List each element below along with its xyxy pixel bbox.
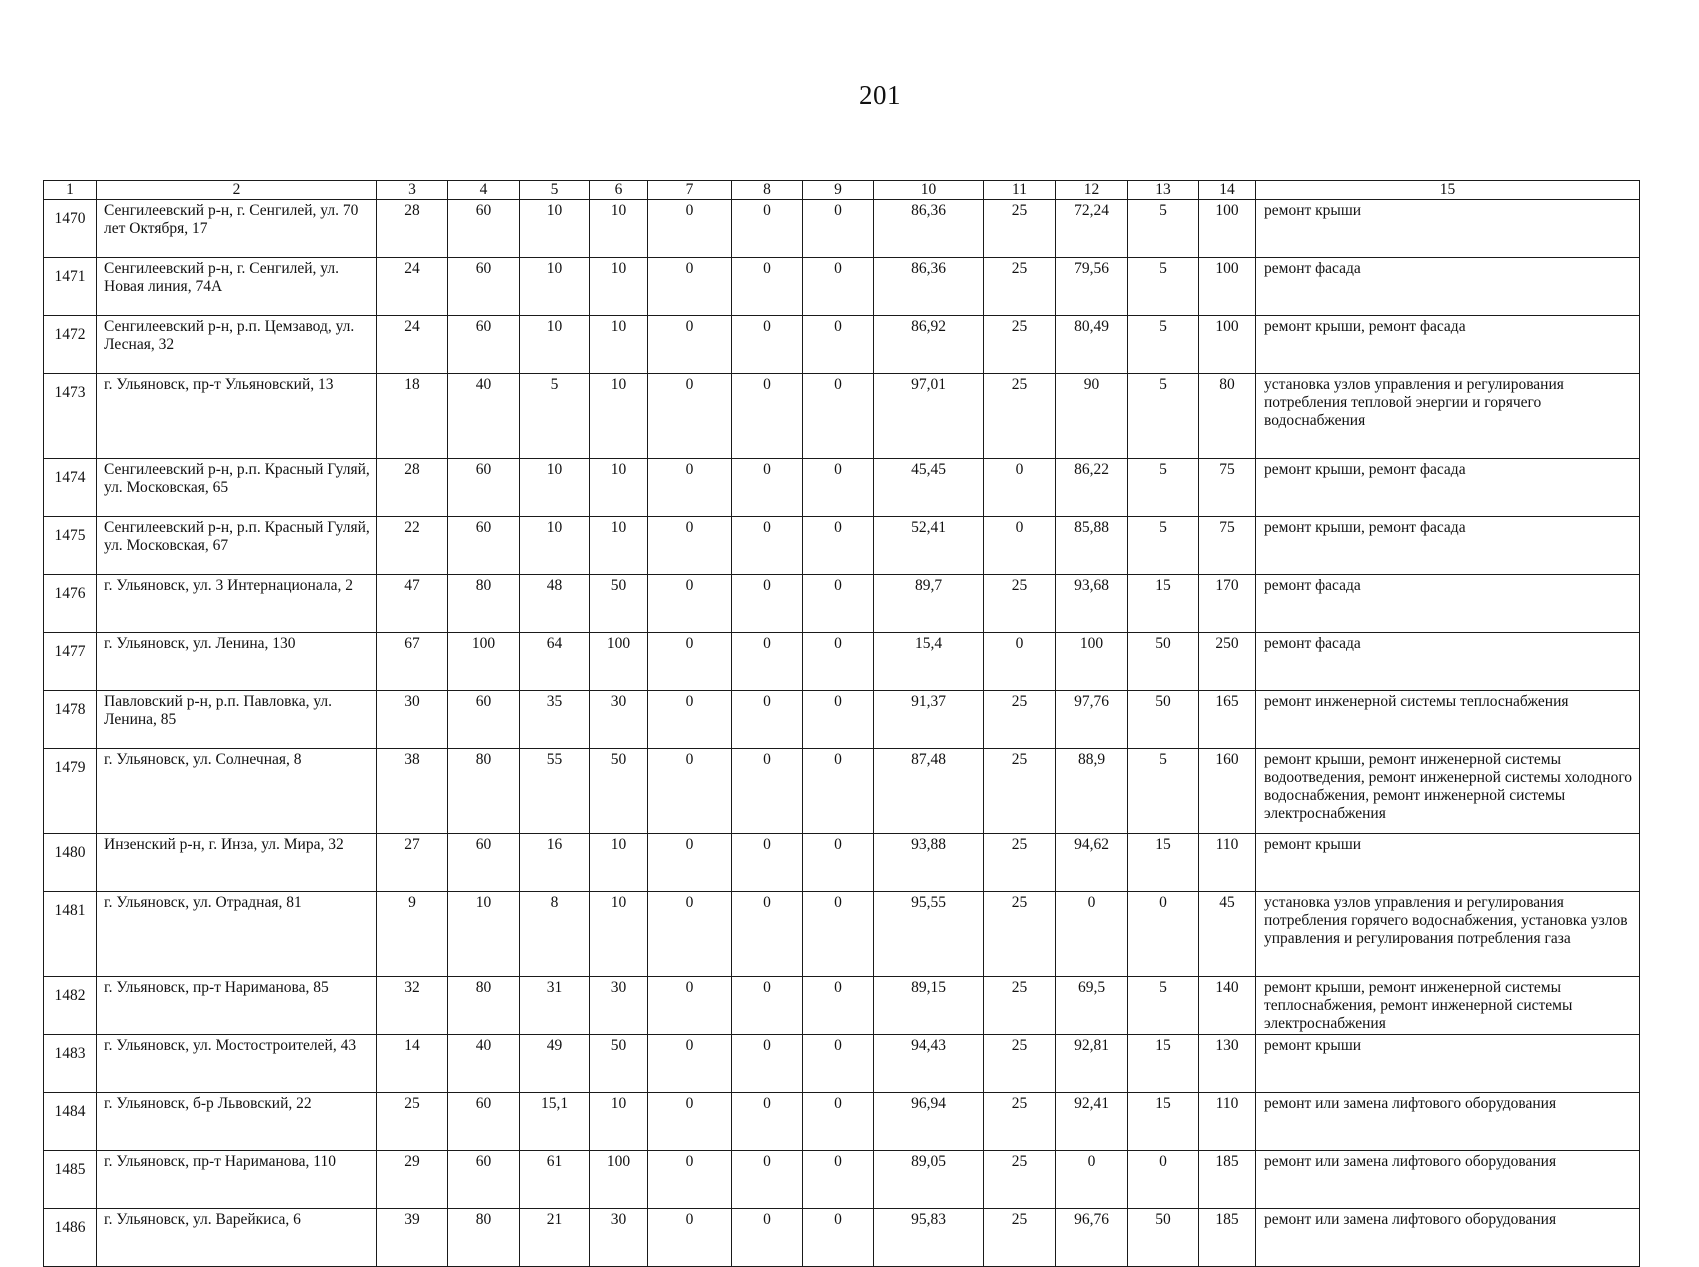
value-cell: 15 bbox=[1128, 575, 1199, 633]
row-number-cell: 1478 bbox=[44, 691, 97, 749]
value-cell: 25 bbox=[984, 892, 1056, 977]
column-header: 10 bbox=[874, 181, 984, 200]
value-cell: 80,49 bbox=[1056, 316, 1128, 374]
value-cell: 0 bbox=[803, 892, 874, 977]
value-cell: 0 bbox=[648, 200, 732, 258]
row-number-cell: 1486 bbox=[44, 1209, 97, 1267]
value-cell: 15 bbox=[1128, 1035, 1199, 1093]
value-cell: 60 bbox=[448, 1151, 520, 1209]
value-cell: 10 bbox=[520, 459, 590, 517]
value-cell: 0 bbox=[984, 459, 1056, 517]
value-cell: 100 bbox=[1199, 316, 1256, 374]
column-header: 8 bbox=[732, 181, 803, 200]
value-cell: 91,37 bbox=[874, 691, 984, 749]
value-cell: 75 bbox=[1199, 459, 1256, 517]
address-cell: Инзенский р-н, г. Инза, ул. Мира, 32 bbox=[97, 834, 377, 892]
value-cell: 60 bbox=[448, 517, 520, 575]
value-cell: 9 bbox=[377, 892, 448, 977]
value-cell: 40 bbox=[448, 1035, 520, 1093]
row-number-cell: 1485 bbox=[44, 1151, 97, 1209]
value-cell: 0 bbox=[648, 1093, 732, 1151]
value-cell: 60 bbox=[448, 1093, 520, 1151]
value-cell: 10 bbox=[520, 517, 590, 575]
work-type-cell: ремонт фасада bbox=[1256, 575, 1640, 633]
value-cell: 31 bbox=[520, 977, 590, 1035]
value-cell: 86,92 bbox=[874, 316, 984, 374]
value-cell: 28 bbox=[377, 459, 448, 517]
value-cell: 100 bbox=[1056, 633, 1128, 691]
column-header: 1 bbox=[44, 181, 97, 200]
work-type-cell: ремонт крыши, ремонт фасада bbox=[1256, 316, 1640, 374]
value-cell: 0 bbox=[732, 633, 803, 691]
value-cell: 0 bbox=[732, 575, 803, 633]
value-cell: 5 bbox=[1128, 749, 1199, 834]
value-cell: 93,88 bbox=[874, 834, 984, 892]
value-cell: 0 bbox=[648, 834, 732, 892]
value-cell: 5 bbox=[1128, 200, 1199, 258]
table-row bbox=[44, 258, 1640, 316]
value-cell: 100 bbox=[590, 1151, 648, 1209]
value-cell: 5 bbox=[1128, 459, 1199, 517]
value-cell: 50 bbox=[590, 749, 648, 834]
value-cell: 25 bbox=[984, 691, 1056, 749]
value-cell: 10 bbox=[590, 892, 648, 977]
value-cell: 50 bbox=[1128, 633, 1199, 691]
work-type-cell: ремонт крыши bbox=[1256, 200, 1640, 258]
row-number-cell: 1472 bbox=[44, 316, 97, 374]
table-row bbox=[44, 575, 1640, 633]
address-cell: г. Ульяновск, ул. Мостостроителей, 43 bbox=[97, 1035, 377, 1093]
value-cell: 80 bbox=[1199, 374, 1256, 459]
value-cell: 0 bbox=[648, 749, 732, 834]
value-cell: 0 bbox=[648, 1209, 732, 1267]
value-cell: 110 bbox=[1199, 834, 1256, 892]
value-cell: 97,76 bbox=[1056, 691, 1128, 749]
value-cell: 32 bbox=[377, 977, 448, 1035]
value-cell: 60 bbox=[448, 258, 520, 316]
value-cell: 25 bbox=[984, 834, 1056, 892]
value-cell: 50 bbox=[1128, 691, 1199, 749]
value-cell: 25 bbox=[984, 575, 1056, 633]
address-cell: г. Ульяновск, ул. Варейкиса, 6 bbox=[97, 1209, 377, 1267]
work-type-cell: ремонт фасада bbox=[1256, 258, 1640, 316]
column-header: 7 bbox=[648, 181, 732, 200]
value-cell: 30 bbox=[377, 691, 448, 749]
row-number-cell: 1483 bbox=[44, 1035, 97, 1093]
column-header: 4 bbox=[448, 181, 520, 200]
table-row bbox=[44, 834, 1640, 892]
address-cell: г. Ульяновск, пр-т Ульяновский, 13 bbox=[97, 374, 377, 459]
value-cell: 0 bbox=[648, 691, 732, 749]
value-cell: 39 bbox=[377, 1209, 448, 1267]
value-cell: 25 bbox=[984, 1093, 1056, 1151]
value-cell: 185 bbox=[1199, 1209, 1256, 1267]
value-cell: 0 bbox=[648, 892, 732, 977]
value-cell: 0 bbox=[803, 834, 874, 892]
value-cell: 5 bbox=[1128, 258, 1199, 316]
value-cell: 25 bbox=[984, 1209, 1056, 1267]
value-cell: 80 bbox=[448, 575, 520, 633]
value-cell: 72,24 bbox=[1056, 200, 1128, 258]
work-type-cell: ремонт или замена лифтового оборудования bbox=[1256, 1151, 1640, 1209]
value-cell: 25 bbox=[984, 1035, 1056, 1093]
value-cell: 0 bbox=[803, 633, 874, 691]
value-cell: 130 bbox=[1199, 1035, 1256, 1093]
row-number-cell: 1475 bbox=[44, 517, 97, 575]
value-cell: 79,56 bbox=[1056, 258, 1128, 316]
value-cell: 28 bbox=[377, 200, 448, 258]
value-cell: 0 bbox=[648, 374, 732, 459]
value-cell: 0 bbox=[803, 200, 874, 258]
value-cell: 60 bbox=[448, 834, 520, 892]
value-cell: 60 bbox=[448, 200, 520, 258]
value-cell: 0 bbox=[732, 749, 803, 834]
value-cell: 25 bbox=[984, 316, 1056, 374]
column-header: 12 bbox=[1056, 181, 1128, 200]
value-cell: 24 bbox=[377, 258, 448, 316]
row-number-cell: 1470 bbox=[44, 200, 97, 258]
value-cell: 80 bbox=[448, 749, 520, 834]
value-cell: 30 bbox=[590, 691, 648, 749]
column-header: 15 bbox=[1256, 181, 1640, 200]
value-cell: 10 bbox=[520, 258, 590, 316]
value-cell: 0 bbox=[803, 575, 874, 633]
row-number-cell: 1477 bbox=[44, 633, 97, 691]
value-cell: 60 bbox=[448, 316, 520, 374]
value-cell: 92,41 bbox=[1056, 1093, 1128, 1151]
value-cell: 14 bbox=[377, 1035, 448, 1093]
value-cell: 110 bbox=[1199, 1093, 1256, 1151]
value-cell: 0 bbox=[648, 517, 732, 575]
value-cell: 47 bbox=[377, 575, 448, 633]
value-cell: 94,43 bbox=[874, 1035, 984, 1093]
value-cell: 25 bbox=[984, 374, 1056, 459]
work-type-cell: ремонт крыши, ремонт инженерной системы водоотведения, ремонт инженерной системы холодного водоснабжения, ремонт инженерной системы электроснабжения bbox=[1256, 749, 1640, 834]
value-cell: 0 bbox=[803, 459, 874, 517]
value-cell: 90 bbox=[1056, 374, 1128, 459]
column-header: 11 bbox=[984, 181, 1056, 200]
value-cell: 15 bbox=[1128, 1093, 1199, 1151]
value-cell: 10 bbox=[520, 200, 590, 258]
value-cell: 95,55 bbox=[874, 892, 984, 977]
column-header: 6 bbox=[590, 181, 648, 200]
work-type-cell: ремонт крыши bbox=[1256, 834, 1640, 892]
value-cell: 0 bbox=[732, 1151, 803, 1209]
work-type-cell: установка узлов управления и регулирования потребления горячего водоснабжения, установка узлов управления и регулирования потребления газа bbox=[1256, 892, 1640, 977]
table-row bbox=[44, 1209, 1640, 1267]
value-cell: 0 bbox=[648, 459, 732, 517]
column-header: 9 bbox=[803, 181, 874, 200]
value-cell: 0 bbox=[803, 258, 874, 316]
value-cell: 0 bbox=[648, 316, 732, 374]
table-row bbox=[44, 200, 1640, 258]
value-cell: 0 bbox=[648, 1151, 732, 1209]
value-cell: 0 bbox=[732, 1035, 803, 1093]
data-table bbox=[43, 180, 1640, 1267]
table-row bbox=[44, 1035, 1640, 1093]
value-cell: 87,48 bbox=[874, 749, 984, 834]
work-type-cell: ремонт крыши, ремонт фасада bbox=[1256, 459, 1640, 517]
value-cell: 0 bbox=[732, 977, 803, 1035]
value-cell: 0 bbox=[732, 316, 803, 374]
value-cell: 10 bbox=[520, 316, 590, 374]
value-cell: 0 bbox=[1128, 892, 1199, 977]
value-cell: 61 bbox=[520, 1151, 590, 1209]
value-cell: 45 bbox=[1199, 892, 1256, 977]
value-cell: 0 bbox=[732, 517, 803, 575]
value-cell: 10 bbox=[590, 374, 648, 459]
table-row bbox=[44, 316, 1640, 374]
value-cell: 60 bbox=[448, 459, 520, 517]
table-row bbox=[44, 1093, 1640, 1151]
value-cell: 0 bbox=[803, 749, 874, 834]
value-cell: 38 bbox=[377, 749, 448, 834]
row-number-cell: 1484 bbox=[44, 1093, 97, 1151]
value-cell: 0 bbox=[803, 691, 874, 749]
row-number-cell: 1471 bbox=[44, 258, 97, 316]
value-cell: 0 bbox=[648, 977, 732, 1035]
value-cell: 48 bbox=[520, 575, 590, 633]
page-number: 201 bbox=[859, 80, 901, 110]
work-type-cell: ремонт крыши, ремонт фасада bbox=[1256, 517, 1640, 575]
row-number-cell: 1474 bbox=[44, 459, 97, 517]
table-row bbox=[44, 749, 1640, 834]
value-cell: 100 bbox=[448, 633, 520, 691]
address-cell: Сенгилеевский р-н, г. Сенгилей, ул. 70 лет Октября, 17 bbox=[97, 200, 377, 258]
value-cell: 21 bbox=[520, 1209, 590, 1267]
value-cell: 100 bbox=[590, 633, 648, 691]
value-cell: 10 bbox=[590, 258, 648, 316]
column-header: 13 bbox=[1128, 181, 1199, 200]
value-cell: 8 bbox=[520, 892, 590, 977]
address-cell: г. Ульяновск, ул. Отрадная, 81 bbox=[97, 892, 377, 977]
value-cell: 55 bbox=[520, 749, 590, 834]
row-number-cell: 1482 bbox=[44, 977, 97, 1035]
row-number-cell: 1479 bbox=[44, 749, 97, 834]
column-header: 2 bbox=[97, 181, 377, 200]
value-cell: 25 bbox=[984, 1151, 1056, 1209]
value-cell: 30 bbox=[590, 977, 648, 1035]
value-cell: 0 bbox=[732, 374, 803, 459]
value-cell: 0 bbox=[732, 1093, 803, 1151]
value-cell: 89,7 bbox=[874, 575, 984, 633]
work-type-cell: ремонт крыши bbox=[1256, 1035, 1640, 1093]
value-cell: 30 bbox=[590, 1209, 648, 1267]
value-cell: 185 bbox=[1199, 1151, 1256, 1209]
value-cell: 0 bbox=[803, 1093, 874, 1151]
value-cell: 0 bbox=[803, 1151, 874, 1209]
value-cell: 160 bbox=[1199, 749, 1256, 834]
value-cell: 75 bbox=[1199, 517, 1256, 575]
address-cell: Сенгилеевский р-н, р.п. Цемзавод, ул. Лесная, 32 bbox=[97, 316, 377, 374]
value-cell: 0 bbox=[984, 633, 1056, 691]
address-cell: г. Ульяновск, ул. Ленина, 130 bbox=[97, 633, 377, 691]
value-cell: 25 bbox=[984, 749, 1056, 834]
value-cell: 50 bbox=[590, 1035, 648, 1093]
value-cell: 15 bbox=[1128, 834, 1199, 892]
value-cell: 0 bbox=[803, 374, 874, 459]
value-cell: 10 bbox=[448, 892, 520, 977]
value-cell: 95,83 bbox=[874, 1209, 984, 1267]
value-cell: 25 bbox=[377, 1093, 448, 1151]
value-cell: 93,68 bbox=[1056, 575, 1128, 633]
value-cell: 96,94 bbox=[874, 1093, 984, 1151]
value-cell: 15,4 bbox=[874, 633, 984, 691]
value-cell: 5 bbox=[1128, 977, 1199, 1035]
address-cell: г. Ульяновск, пр-т Нариманова, 110 bbox=[97, 1151, 377, 1209]
address-cell: Сенгилеевский р-н, р.п. Красный Гуляй, ул. Московская, 67 bbox=[97, 517, 377, 575]
work-type-cell: ремонт или замена лифтового оборудования bbox=[1256, 1093, 1640, 1151]
value-cell: 0 bbox=[1056, 892, 1128, 977]
value-cell: 64 bbox=[520, 633, 590, 691]
column-header: 3 bbox=[377, 181, 448, 200]
value-cell: 52,41 bbox=[874, 517, 984, 575]
value-cell: 86,36 bbox=[874, 200, 984, 258]
value-cell: 0 bbox=[648, 1035, 732, 1093]
value-cell: 0 bbox=[803, 1209, 874, 1267]
value-cell: 0 bbox=[732, 834, 803, 892]
value-cell: 0 bbox=[1128, 1151, 1199, 1209]
value-cell: 92,81 bbox=[1056, 1035, 1128, 1093]
value-cell: 0 bbox=[732, 459, 803, 517]
work-type-cell: установка узлов управления и регулирования потребления тепловой энергии и горячего водоснабжения bbox=[1256, 374, 1640, 459]
value-cell: 88,9 bbox=[1056, 749, 1128, 834]
value-cell: 80 bbox=[448, 1209, 520, 1267]
table-header-row bbox=[44, 181, 1640, 200]
address-cell: Сенгилеевский р-н, г. Сенгилей, ул. Новая линия, 74А bbox=[97, 258, 377, 316]
work-type-cell: ремонт фасада bbox=[1256, 633, 1640, 691]
value-cell: 86,22 bbox=[1056, 459, 1128, 517]
table-row bbox=[44, 977, 1640, 1035]
row-number-cell: 1476 bbox=[44, 575, 97, 633]
value-cell: 5 bbox=[1128, 374, 1199, 459]
value-cell: 5 bbox=[520, 374, 590, 459]
value-cell: 0 bbox=[984, 517, 1056, 575]
value-cell: 16 bbox=[520, 834, 590, 892]
work-type-cell: ремонт или замена лифтового оборудования bbox=[1256, 1209, 1640, 1267]
value-cell: 18 bbox=[377, 374, 448, 459]
table-row bbox=[44, 633, 1640, 691]
value-cell: 50 bbox=[1128, 1209, 1199, 1267]
value-cell: 0 bbox=[732, 691, 803, 749]
value-cell: 96,76 bbox=[1056, 1209, 1128, 1267]
table-row bbox=[44, 691, 1640, 749]
value-cell: 45,45 bbox=[874, 459, 984, 517]
value-cell: 100 bbox=[1199, 200, 1256, 258]
value-cell: 10 bbox=[590, 200, 648, 258]
value-cell: 0 bbox=[732, 892, 803, 977]
value-cell: 49 bbox=[520, 1035, 590, 1093]
address-cell: г. Ульяновск, пр-т Нариманова, 85 bbox=[97, 977, 377, 1035]
value-cell: 0 bbox=[732, 200, 803, 258]
value-cell: 94,62 bbox=[1056, 834, 1128, 892]
address-cell: г. Ульяновск, ул. 3 Интернационала, 2 bbox=[97, 575, 377, 633]
value-cell: 0 bbox=[803, 1035, 874, 1093]
value-cell: 0 bbox=[648, 633, 732, 691]
address-cell: г. Ульяновск, ул. Солнечная, 8 bbox=[97, 749, 377, 834]
value-cell: 24 bbox=[377, 316, 448, 374]
value-cell: 25 bbox=[984, 200, 1056, 258]
column-header: 14 bbox=[1199, 181, 1256, 200]
value-cell: 97,01 bbox=[874, 374, 984, 459]
value-cell: 89,05 bbox=[874, 1151, 984, 1209]
value-cell: 10 bbox=[590, 517, 648, 575]
value-cell: 0 bbox=[648, 575, 732, 633]
value-cell: 50 bbox=[590, 575, 648, 633]
row-number-cell: 1473 bbox=[44, 374, 97, 459]
value-cell: 35 bbox=[520, 691, 590, 749]
value-cell: 0 bbox=[803, 316, 874, 374]
table-row bbox=[44, 892, 1640, 977]
value-cell: 25 bbox=[984, 258, 1056, 316]
value-cell: 80 bbox=[448, 977, 520, 1035]
value-cell: 27 bbox=[377, 834, 448, 892]
value-cell: 89,15 bbox=[874, 977, 984, 1035]
value-cell: 0 bbox=[803, 977, 874, 1035]
address-cell: Павловский р-н, р.п. Павловка, ул. Ленина, 85 bbox=[97, 691, 377, 749]
value-cell: 22 bbox=[377, 517, 448, 575]
value-cell: 10 bbox=[590, 834, 648, 892]
address-cell: Сенгилеевский р-н, р.п. Красный Гуляй, ул. Московская, 65 bbox=[97, 459, 377, 517]
table-row bbox=[44, 517, 1640, 575]
row-number-cell: 1480 bbox=[44, 834, 97, 892]
table-body bbox=[44, 181, 1640, 1267]
value-cell: 0 bbox=[803, 517, 874, 575]
work-type-cell: ремонт инженерной системы теплоснабжения bbox=[1256, 691, 1640, 749]
value-cell: 140 bbox=[1199, 977, 1256, 1035]
value-cell: 40 bbox=[448, 374, 520, 459]
address-cell: г. Ульяновск, б-р Львовский, 22 bbox=[97, 1093, 377, 1151]
value-cell: 25 bbox=[984, 977, 1056, 1035]
value-cell: 165 bbox=[1199, 691, 1256, 749]
value-cell: 10 bbox=[590, 459, 648, 517]
value-cell: 86,36 bbox=[874, 258, 984, 316]
work-type-cell: ремонт крыши, ремонт инженерной системы теплоснабжения, ремонт инженерной системы электроснабжения bbox=[1256, 977, 1640, 1035]
value-cell: 10 bbox=[590, 1093, 648, 1151]
value-cell: 170 bbox=[1199, 575, 1256, 633]
value-cell: 0 bbox=[732, 258, 803, 316]
table-row bbox=[44, 374, 1640, 459]
value-cell: 0 bbox=[1056, 1151, 1128, 1209]
value-cell: 67 bbox=[377, 633, 448, 691]
value-cell: 0 bbox=[732, 1209, 803, 1267]
value-cell: 85,88 bbox=[1056, 517, 1128, 575]
value-cell: 100 bbox=[1199, 258, 1256, 316]
value-cell: 0 bbox=[648, 258, 732, 316]
table-row bbox=[44, 459, 1640, 517]
value-cell: 5 bbox=[1128, 517, 1199, 575]
row-number-cell: 1481 bbox=[44, 892, 97, 977]
column-header: 5 bbox=[520, 181, 590, 200]
value-cell: 10 bbox=[590, 316, 648, 374]
value-cell: 15,1 bbox=[520, 1093, 590, 1151]
value-cell: 69,5 bbox=[1056, 977, 1128, 1035]
value-cell: 5 bbox=[1128, 316, 1199, 374]
value-cell: 60 bbox=[448, 691, 520, 749]
value-cell: 250 bbox=[1199, 633, 1256, 691]
value-cell: 29 bbox=[377, 1151, 448, 1209]
